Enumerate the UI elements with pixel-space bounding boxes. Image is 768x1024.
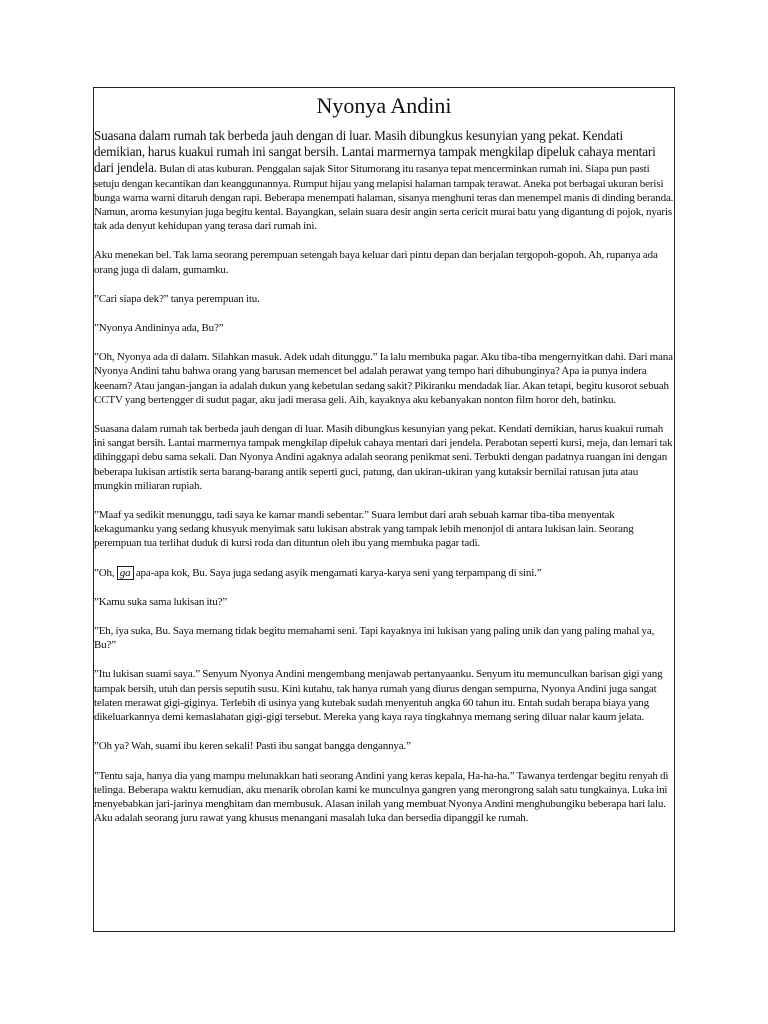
paragraph-4: ”Nyonya Andininya ada, Bu?” [94,322,224,335]
paragraph-1-lead: Suasana dalam rumah tak berbeda jauh dengan di luar. Masih dibungkus kesunyian yang pekat. Kendati demikian, harus kuakui rumah ini sangat bersih. Lantai marmernya tampak mengkilap dipeluk cahaya mentari dari jendela. [94,128,656,176]
paragraph-7: ”Maaf ya sedikit menunggu, tadi saya ke kamar mandi sebentar.” Suara lembut dari arah sebuah kamar tiba-tiba menyentak kekagumanku yang sedang khusyuk menyimak satu lukisan abstrak yang tampak lebih menonjol di antara lukisan lain. Seorang perempuan tua terlihat duduk di kursi roda dan dituntun oleh ibu yang membuka pagar tadi. [94,509,634,550]
paragraph-5: ”Oh, Nyonya ada di dalam. Silahkan masuk. Adek udah ditunggu.” Ia lalu membuka pagar. Aku tiba-tiba mengernyitkan dahi. Dari mana Nyonya Andini tahu bahwa orang yang barusan memencet bel adalah perawat yang tempo hari dihubunginya? Apa ia punya indera keenam? Atau jangan-jangan ia adalah dukun yang kebetulan sedang sakit? Pikiranku mendadak liar. Akan tetapi, begitu kusorot sebuah CCTV yang bertengger di sudut pagar, aku jadi merasa geli. Aih, kayaknya aku kebanyakan nonton film horor deh, batinku. [94,351,673,406]
paragraph-1 [94,128,674,233]
highlighted-word-box: ga [117,566,134,580]
document-page [93,87,675,932]
paragraph-13: ”Tentu saja, hanya dia yang mampu melunakkan hati seorang Andini yang keras kepala, Ha-ha-ha.” Tawanya terdengar begitu renyah di telinga. Beberapa waktu kemudian, aku menarik obrolan kami ke munculnya gangren yang merongrong salah satu tungkainya. Luka ini menyebabkan jari-jarinya menghitam dan membusuk. Alasan inilah yang membuat Nyonya Andini menghubungiku beberapa hari lalu. Aku adalah seorang juru rawat yang khusus menangani masalah luka dan bersedia dipanggil ke rumah. [94,769,669,825]
paragraph-8-post: apa-apa kok, Bu. Saya juga sedang asyik mengamati karya-karya seni yang terpampang di sini.” [135,566,542,579]
paragraph-8 [94,566,674,580]
document-title: Nyonya Andini [316,93,452,118]
paragraph-3: ”Cari siapa dek?” tanya perempuan itu. [94,292,260,305]
paragraph-12: ”Oh ya? Wah, suami ibu keren sekali! Pasti ibu sangat bangga dengannya.” [94,740,411,753]
paragraph-9: ”Kamu suka sama lukisan itu?” [94,595,228,608]
paragraph-11: ”Itu lukisan suami saya.” Senyum Nyonya Andini mengembang menjawab pertanyaanku. Senyum itu memunculkan barisan gigi yang tampak bersih, utuh dan persis seputih susu. Kini kutahu, tak hanya rumah yang diurus dengan sempurna, Nyonya Andini juga sangat telaten merawat gigi-giginya. Terlebih di usinya yang kutebak sudah menyentuh angka 60 tahun itu. Entah sudah berapa biaya yang dikeluarkannya demi kemaslahatan gigi-gigi tersebut. Mereka yang kaya raya tingkahnya memang sering diluar nalar kaum jelata. [94,668,663,724]
paragraph-8-pre: ”Oh, [94,566,115,579]
paragraph-10: ”Eh, iya suka, Bu. Saya memang tidak begitu memahami seni. Tapi kayaknya ini lukisan yang paling unik dan yang paling mahal ya, Bu?” [94,625,655,652]
paragraph-6: Suasana dalam rumah tak berbeda jauh dengan di luar. Masih dibungkus kesunyian yang pekat. Kendati demikian, harus kuakui rumah ini sangat bersih. Lantai marmernya tampak mengkilap dipeluk cahaya mentari dari jendela. Perabotan seperti kursi, meja, dan lemari tak dihinggapi debu sama sekali. Dan Nyonya Andini agaknya adalah seorang penikmat seni. Terbukti dengan padatnya ruangan ini dengan beberapa lukisan artistik serta barang-barang antik seperti guci, patung, dan ukiran-ukiran yang kutaksir bernilai ratusan juta atau mungkin miliaran rupiah. [94,423,673,492]
paragraph-1-rest: Bulan di atas kuburan. Penggalan sajak Sitor Situmorang itu rasanya tepat mencerminkan rumah ini. Siapa pun pasti setuju dengan kecantikan dan keanggunannya. Rumput hijau yang melapisi halaman tampak terawat. Aneka pot berbagai ukuran berisi bunga warna warni ditaruh dengan rapi. Beberapa menempati halaman, sisanya menghuni teras dan menempel manis di dinding beranda. Namun, aroma kesunyian juga begitu kental. Bayangkan, selain suara desir angin serta cericit murai batu yang digantung di pojok, nyaris tak ada denyut kehidupan yang terasa dari rumah ini. [94,163,674,233]
paragraph-2: Aku menekan bel. Tak lama seorang perempuan setengah baya keluar dari pintu depan dan berjalan tergopoh-gopoh. Ah, rupanya ada orang juga di dalam, gumamku. [94,249,658,276]
